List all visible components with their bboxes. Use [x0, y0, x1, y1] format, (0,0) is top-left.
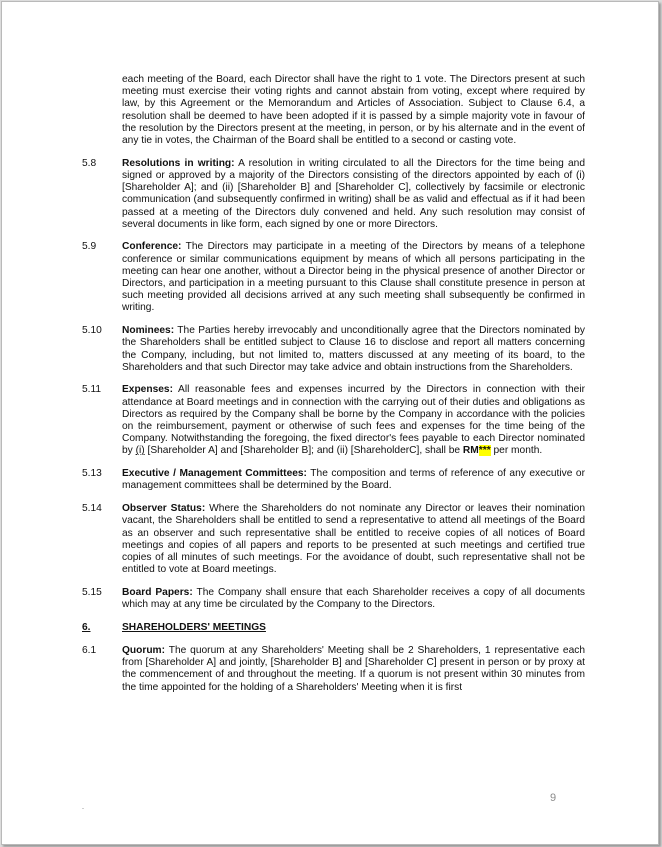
section-number: 6. [82, 621, 91, 633]
clause-text [122, 241, 585, 314]
clause-5-9 [82, 241, 585, 314]
clause-text [122, 158, 585, 231]
clause-body: The Company shall ensure that each Shareholder receives a copy of all documents which may at any time be circulated by the Company to the Directors. [122, 586, 585, 611]
clause-body: A resolution in writing circulated to all the Directors for the time being and signed or approved by a majority of the Directors consisting of the directors appointed by each of (i) [Shareholder A]; and (ii) [Shareholder B] and [Shareholder C], collectively by facsimile or electronic communication (and subsequently confirmed in writing) shall be as valid and effectual as if it had been passed at a meeting of the Directors duly convened and held. Any such resolution may consist of several documents in like form, each signed by one or more Directors. [122, 157, 586, 230]
clause-5-13 [82, 468, 585, 492]
clause-body-before: All reasonable fees and expenses incurred by the Directors in connection with their attendance at Board meetings and in connection with the carrying out of their duties and obligations as Directors as required by the Company shall be borne by the Company in accordance with the policies on the reimbursement, payment or otherwise of such fees and expenses for the time being of the Company. Notwithstanding the foregoing, the fixed director's fees payable to each Director nominated by [122, 384, 585, 457]
fee-placeholder-highlight: *** [478, 445, 491, 457]
document-body [82, 74, 585, 704]
clause-title: Board Papers: [122, 586, 193, 598]
clause-5-11 [82, 384, 585, 457]
clause-title: Conference: [122, 241, 182, 253]
section-title: SHAREHOLDERS' MEETINGS [122, 621, 266, 633]
clause-5-10 [82, 325, 585, 374]
clause-body-mid: [Shareholder A] and [Shareholder B]; and (ii) [ShareholderC], shall be [144, 445, 463, 457]
clause-5-8 [82, 158, 585, 231]
clause-title: Executive / Management Committees: [122, 468, 307, 480]
clause-number: 5.9 [82, 241, 97, 253]
clause-text [122, 587, 585, 611]
clause-text [122, 468, 585, 492]
clause-title: Nominees: [122, 325, 175, 337]
clause-body: The Directors may participate in a meeting of the Directors by means of a telephone conference or similar communications equipment by means of which all persons participating in the meeting can hear one another, without a Director being in the physical presence of another Director or Directors, and participation in a meeting pursuant to this Clause shall constitute presence in person at such meeting provided all decisions arrived at any such meeting shall subsequently be confirmed in writing. [122, 241, 585, 314]
clause-title: Observer Status: [122, 503, 206, 515]
clause-number: 5.8 [82, 157, 97, 169]
clause-6-1 [82, 645, 585, 694]
clause-text [122, 325, 585, 374]
clause-5-14 [82, 503, 585, 576]
clause-body: The composition and terms of reference of any executive or management committees shall be determined by the Board. [122, 468, 585, 492]
clause-title: Quorum: [122, 644, 166, 656]
clause-body: Where the Shareholders do not nominate any Director or leaves their nomination vacant, the Shareholders shall be entitled to send a representative to attend all meetings of the Board as an observer and such representative shall be entitled to receive copies of all notices of Board meetings and copies of all papers and reports to be presented at such meetings and certified true copies of all minutes of such meetings. For the avoidance of doubt, such representative shall not be entitled to vote at Board meetings. [122, 503, 585, 576]
intro-paragraph: each meeting of the Board, each Director shall have the right to 1 vote. The Directors present at such meeting must exercise their voting rights and cannot abstain from voting, except where required by law, by this Agreement or the Memorandum and Articles of Association. Subject to Clause 6.4, a resolution shall be deemed to have been adopted if it is passed by a simple majority vote in favour of the resolution by the Directors present at the meeting, in person, or by his alternate and in the event of any tie in votes, the Chairman of the Board shall be entitled to a second or casting vote. [122, 74, 585, 147]
clause-number: 5.13 [82, 468, 102, 480]
footer-mark [82, 808, 84, 809]
clause-number: 5.11 [82, 384, 102, 396]
clause-text [122, 503, 585, 576]
clause-number: 5.15 [82, 586, 102, 598]
clause-text [122, 384, 585, 457]
clause-5-15 [82, 587, 585, 611]
clause-body: The Parties hereby irrevocably and unconditionally agree that the Directors nominated by the Shareholders shall be entitled subject to Clause 16 to disclose and report all matters concerning the Company, including, but not limited to, matters discussed at any meeting of its board, to the Shareholders and that such Director may take advice and obtain instructions from the Shareholders. [122, 325, 585, 373]
clause-text [122, 645, 585, 694]
section-heading [82, 622, 585, 634]
clause-number: 5.10 [82, 325, 102, 337]
clause-body: The quorum at any Shareholders' Meeting shall be 2 Shareholders, 1 representative each from [Shareholder A] and jointly, [Shareholder B] and [Shareholder C] present in person or by proxy at the commencement of and throughout the meeting. If a quorum is not present within 30 minutes from the time appointed for the holding of a Shareholders' Meeting when it is first [122, 644, 585, 693]
clause-body-after: per month. [490, 445, 543, 457]
clause-number: 5.14 [82, 503, 102, 515]
clause-number: 6.1 [82, 644, 97, 656]
clause-roman-i: (i) [135, 445, 145, 457]
page-number: 9 [550, 792, 557, 804]
clause-title: Expenses: [122, 384, 173, 396]
currency-rm: RM [462, 445, 479, 457]
clause-title: Resolutions in writing: [122, 157, 235, 169]
document-page [1, 1, 659, 845]
